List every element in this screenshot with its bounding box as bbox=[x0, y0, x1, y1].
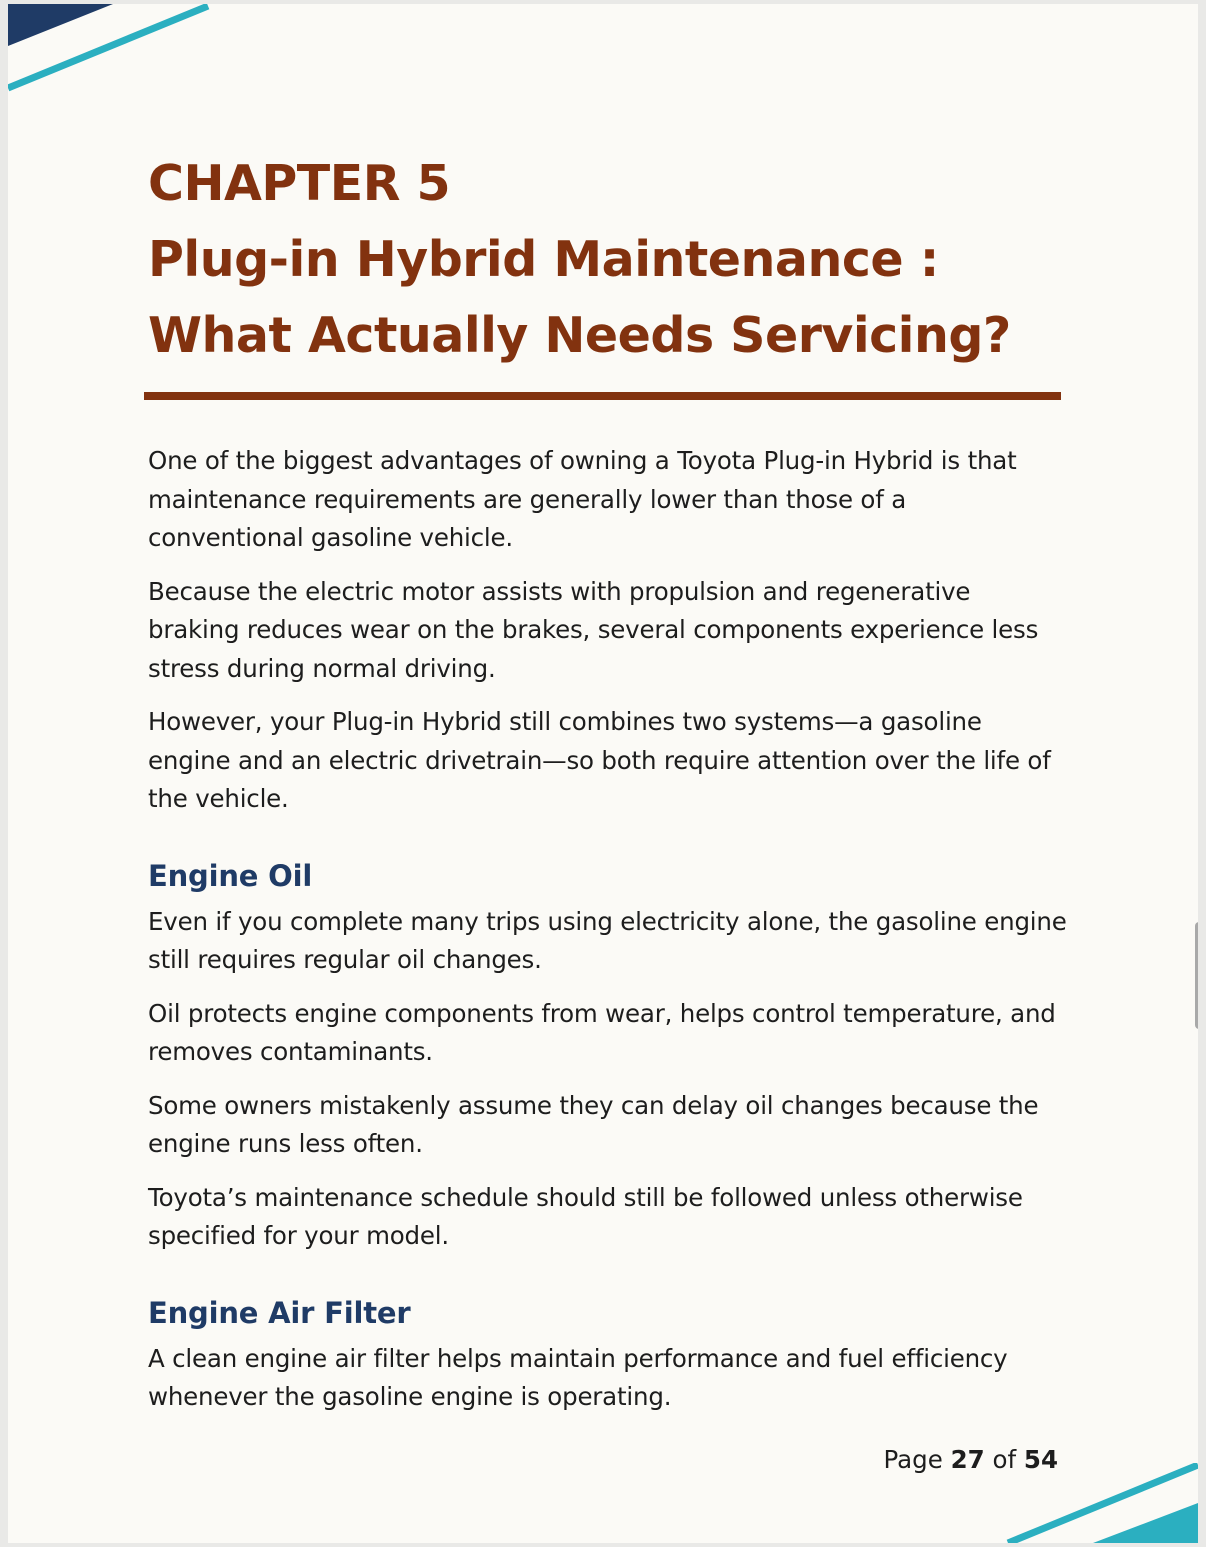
intro-paragraph: However, your Plug-in Hybrid still combines two systems—a gasoline engine and an electric drivetrain—so both require attention over the life of the vehicle. bbox=[148, 707, 1051, 813]
scrollbar-thumb[interactable] bbox=[1195, 922, 1198, 1029]
chapter-body bbox=[148, 442, 1068, 1417]
top-left-corner-decoration bbox=[8, 4, 228, 104]
current-page-number: 27 bbox=[950, 1445, 985, 1474]
section-paragraph: Even if you complete many trips using electricity alone, the gasoline engine still requires regular oil changes. bbox=[148, 906, 1067, 974]
page-number-footer bbox=[883, 1444, 1058, 1476]
section-paragraph: Some owners mistakenly assume they can delay oil changes because the engine runs less often. bbox=[148, 1090, 1039, 1158]
section-heading-engine-oil: Engine Oil bbox=[148, 858, 313, 893]
chapter-title-line-1: Plug-in Hybrid Maintenance : bbox=[148, 231, 939, 288]
chapter-number: CHAPTER 5 bbox=[148, 155, 451, 212]
section-paragraph: Toyota’s maintenance schedule should still be followed unless otherwise specified for your model. bbox=[148, 1182, 1023, 1250]
intro-paragraph: One of the biggest advantages of owning a Toyota Plug-in Hybrid is that maintenance requirements are generally lower than those of a conventional gasoline vehicle. bbox=[148, 446, 1017, 552]
chapter-title-line-2: What Actually Needs Servicing? bbox=[148, 307, 1011, 364]
section-paragraph: A clean engine air filter helps maintain performance and fuel efficiency whenever the gasoline engine is operating. bbox=[148, 1343, 1008, 1411]
page-label: Page bbox=[883, 1445, 943, 1474]
chapter-heading bbox=[148, 146, 1068, 374]
intro-paragraph: Because the electric motor assists with propulsion and regenerative braking reduces wear on the brakes, several components experience less stress during normal driving. bbox=[148, 576, 1039, 683]
title-divider bbox=[144, 392, 1061, 400]
section-heading-engine-air-filter: Engine Air Filter bbox=[148, 1295, 411, 1330]
of-label: of bbox=[992, 1445, 1017, 1474]
section-paragraph: Oil protects engine components from wear, helps control temperature, and removes contaminants. bbox=[148, 998, 1056, 1066]
document-page bbox=[8, 4, 1198, 1543]
total-pages-number: 54 bbox=[1023, 1445, 1058, 1474]
page-content bbox=[148, 146, 1068, 1432]
